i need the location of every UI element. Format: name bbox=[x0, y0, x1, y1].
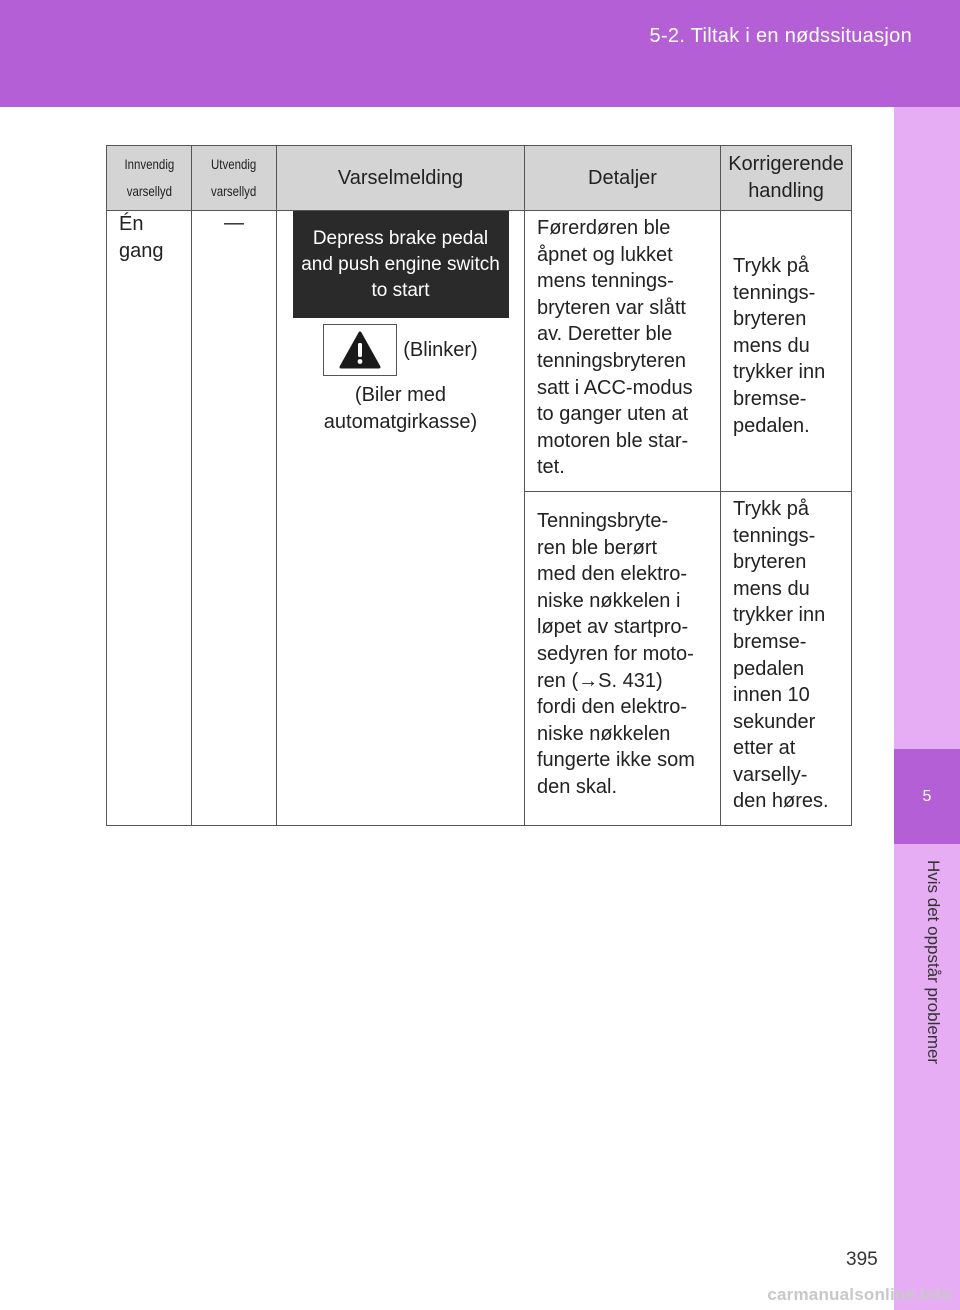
cell-details-1: Førerdøren ble åpnet og lukket mens tennings- bryteren var slått av. Deretter ble tenningsbryteren satt i ACC-modus to ganger uten at motoren ble star- tet. bbox=[525, 211, 721, 492]
table-header-row bbox=[107, 146, 852, 211]
chapter-title: Hvis det oppstår problemer bbox=[924, 860, 943, 1065]
display-message: Depress brake pedal and push engine switch to start bbox=[293, 211, 509, 318]
watermark: carmanualsonline.info bbox=[767, 1285, 952, 1304]
cell-warning-message bbox=[277, 211, 525, 826]
col-header-details: Detaljer bbox=[525, 146, 721, 211]
col-header-action: Korrigerende handling bbox=[721, 146, 852, 211]
header-band bbox=[0, 0, 960, 107]
vehicle-note: (Biler med automatgirkasse) bbox=[323, 384, 478, 433]
chapter-number-tab[interactable]: 5 bbox=[894, 749, 960, 844]
warning-triangle-icon bbox=[323, 324, 397, 376]
col-header-inner: Innvendig varsellyd bbox=[107, 146, 192, 211]
table-row bbox=[107, 211, 852, 492]
chapter-sidebar bbox=[894, 107, 960, 1310]
warning-indicator bbox=[277, 324, 524, 376]
col-header-message: Varselmelding bbox=[277, 146, 525, 211]
col-header-outer: Utvendig varsellyd bbox=[192, 146, 277, 211]
cell-inner-sound: Én gang bbox=[107, 211, 192, 826]
cell-action-2: Trykk på tennings- bryteren mens du trykker inn bremse- pedalen innen 10 sekunder etter at varselly- den høres. bbox=[721, 491, 852, 825]
warning-table bbox=[106, 145, 852, 826]
cell-action-1: Trykk på tennings- bryteren mens du trykker inn bremse- pedalen. bbox=[721, 211, 852, 492]
cell-outer-sound: — bbox=[192, 211, 277, 826]
section-title: 5-2. Tiltak i en nødssituasjon bbox=[649, 25, 912, 47]
page-number: 395 bbox=[846, 1249, 878, 1270]
cell-details-2: Tenningsbryte- ren ble berørt med den elektro- niske nøkkelen i løpet av startpro- sedyren for moto- ren (→S. 431) fordi den elektro- niske nøkkelen fungerte ikke som den skal. bbox=[525, 491, 721, 825]
blinker-label: (Blinker) bbox=[403, 338, 478, 361]
